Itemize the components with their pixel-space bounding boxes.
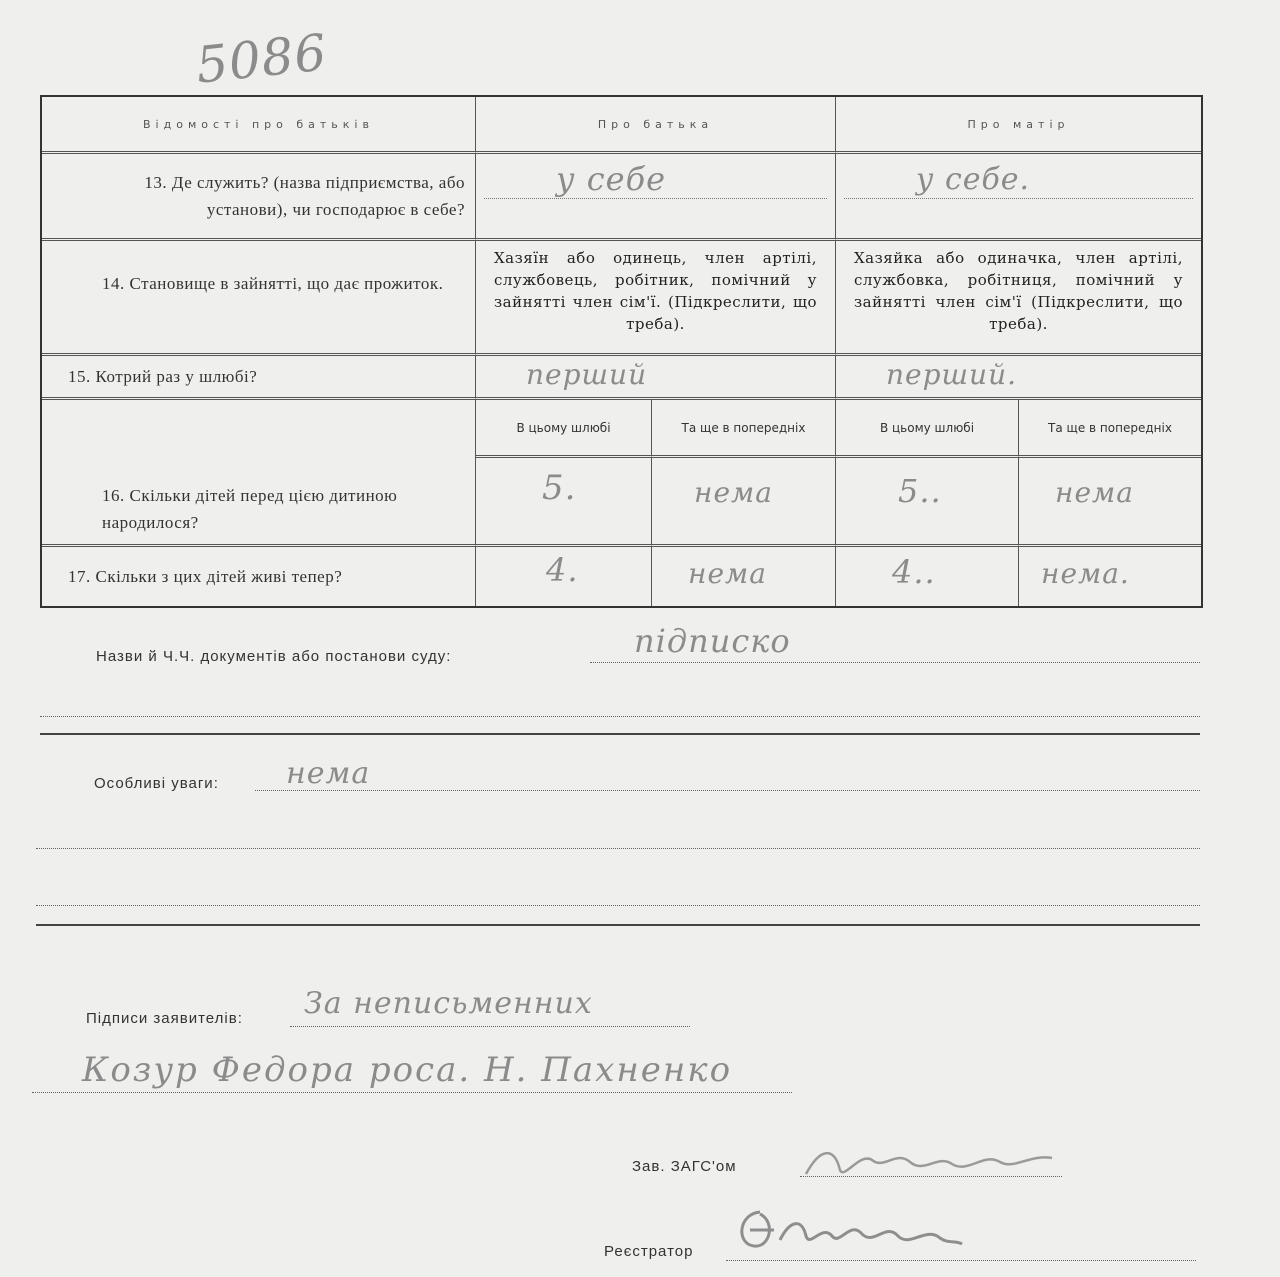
subheader-father-prev: Та ще в попередніх <box>652 400 836 458</box>
q17-father-this-cell <box>476 547 652 606</box>
q15-mother-answer: перший. <box>886 358 1018 391</box>
applicants-signature-line-2: Козур Федора роса. Н. Пахненко <box>82 1050 733 1090</box>
q14-label <box>42 241 476 356</box>
q17-label-text: 17. Скільки з цих дітей живі тепер? <box>68 567 343 586</box>
q16-mother-this-cell <box>836 458 1019 547</box>
q13-father-line-1 <box>484 198 827 199</box>
registrar-label: Реєстратор <box>604 1243 694 1260</box>
notes-label: Особливі уваги: <box>94 775 219 792</box>
q16-mother-this: 5.. <box>898 472 942 510</box>
q13-father-cell <box>476 154 836 241</box>
q14-label-text: 14. Становище в зайнятті, що дає прожиток. <box>102 274 444 293</box>
q16-mother-prev: нема <box>1055 476 1134 509</box>
notes-line-3 <box>36 905 1200 906</box>
header-mother: Про матір <box>836 97 1201 154</box>
q13-mother-answer: у себе. <box>916 162 1031 197</box>
documents-rule <box>40 733 1200 735</box>
documents-label: Назви й Ч.Ч. документів або постанови суду: <box>96 648 452 665</box>
q16-father-prev: нема <box>694 476 773 509</box>
notes-line-1 <box>255 790 1200 791</box>
subheader-mother-this: В цьому шлюбі <box>836 400 1019 458</box>
q16-father-prev-cell <box>652 458 836 547</box>
q15-father-answer: перший <box>526 358 648 391</box>
applicants-line-2 <box>32 1092 792 1093</box>
q16-label-text: 16. Скільки дітей перед цією дитиною народилося? <box>102 486 398 532</box>
q16-label <box>42 400 476 547</box>
q17-father-prev-cell <box>652 547 836 606</box>
q13-mother-cell <box>836 154 1201 241</box>
head-label: Зав. ЗАГС'ом <box>632 1158 737 1175</box>
q17-mother-prev-cell <box>1019 547 1201 606</box>
parents-info-table <box>40 95 1203 608</box>
q15-mother-cell <box>836 356 1201 400</box>
q17-father-prev: нема <box>688 557 767 590</box>
q13-mother-line-1 <box>844 198 1193 199</box>
q13-label <box>42 154 476 241</box>
subheader-father-this: В цьому шлюбі <box>476 400 652 458</box>
q17-mother-this: 4.. <box>892 553 936 591</box>
registrar-signature-line <box>726 1260 1196 1261</box>
q16-father-this: 5. <box>542 468 577 508</box>
notes-value: нема <box>286 756 371 791</box>
documents-line-1 <box>590 662 1200 663</box>
notes-rule <box>36 924 1200 926</box>
q17-father-this: 4. <box>546 551 579 589</box>
documents-value: підписко <box>634 622 791 660</box>
q15-label-text: 15. Котрий раз у шлюбі? <box>68 367 258 386</box>
q16-mother-prev-cell <box>1019 458 1201 547</box>
header-about-parents: Відомості про батьків <box>42 97 476 154</box>
applicants-line-1 <box>290 1026 690 1027</box>
q17-label <box>42 547 476 606</box>
subheader-mother-prev: Та ще в попередніх <box>1019 400 1201 458</box>
documents-line-2 <box>40 716 1200 717</box>
q16-father-this-cell <box>476 458 652 547</box>
q17-mother-this-cell <box>836 547 1019 606</box>
applicants-label: Підписи заявителів: <box>86 1010 243 1027</box>
applicants-signature-line-1: За неписьменних <box>304 986 593 1021</box>
q15-father-cell <box>476 356 836 400</box>
q15-label <box>42 356 476 400</box>
q13-father-answer: у себе <box>556 160 667 198</box>
archive-number-mark: 5086 <box>193 23 330 95</box>
q14-mother-options: Хазяйка або одиначка, член артілі, службовка, робітниця, помічний у зайнятті член сім'ї (Підкреслити, що треба). <box>836 241 1201 356</box>
q14-father-options: Хазяїн або одинець, член артілі, службовець, робітник, помічний у зайнятті член сім'ї. (Підкреслити, що треба). <box>476 241 836 356</box>
notes-line-2 <box>36 848 1200 849</box>
head-signature <box>800 1140 1060 1184</box>
q13-label-text: 13. Де служить? (назва підприємства, або установи), чи господарює в себе? <box>144 173 465 219</box>
header-father: Про батька <box>476 97 836 154</box>
q17-mother-prev: нема. <box>1041 557 1130 590</box>
registrar-signature <box>730 1200 970 1260</box>
